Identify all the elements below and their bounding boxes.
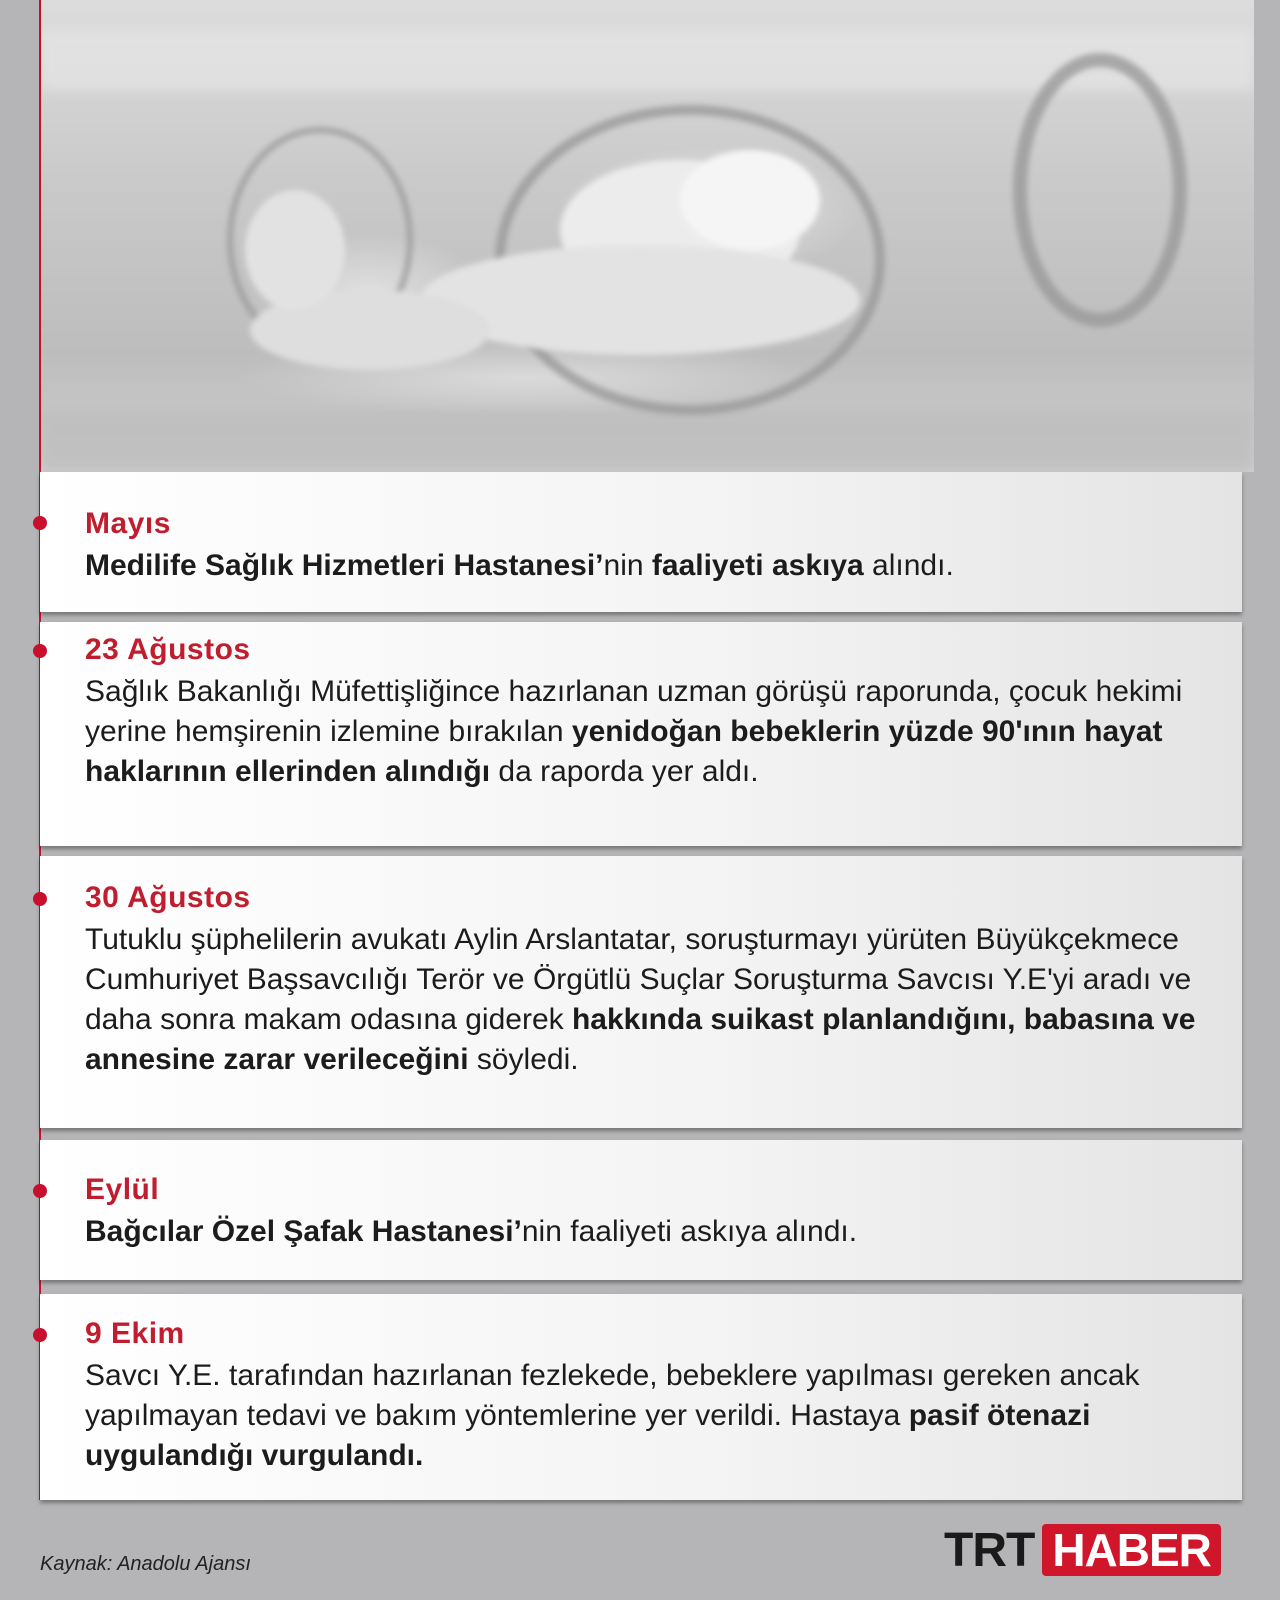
timeline-dot-icon <box>33 1184 47 1198</box>
entry-date: 9 Ekim <box>85 1317 185 1350</box>
logo-trt-text: TRT <box>944 1523 1035 1577</box>
entry-date: Eylül <box>85 1173 160 1206</box>
entry-text-regular: nin <box>603 549 652 582</box>
entry-text-regular: Savcı Y.E. tarafından hazırlanan fezlekede, bebeklere yapılması gereken ancak yapılmayan tedavi ve bakım yöntemlerine yer verildi. Hastaya <box>85 1359 1140 1432</box>
logo-haber-text: HABER <box>1042 1524 1221 1576</box>
entry-date: 30 Ağustos <box>85 881 251 914</box>
entry-text-regular: Tutuklu şüphelilerin avukatı Aylin Arslantatar, soruşturmayı yürüten Büyükçekmece Cumhuriyet Başsavcılığı Terör ve Örgütlü Suçlar Soruşturma Savcısı Y.E'yi aradı ve daha sonra makam odasına giderek <box>85 923 1192 1036</box>
entry-text-bold: faaliyeti askıya <box>651 549 864 582</box>
entry-text <box>85 546 1212 586</box>
timeline-dot-icon <box>33 1328 47 1342</box>
entry-text <box>85 920 1212 1080</box>
timeline-card <box>40 622 1242 846</box>
entry-text-regular: söyledi. <box>468 1043 579 1076</box>
entry-text-bold: Medilife Sağlık Hizmetleri Hastanesi’ <box>85 549 604 582</box>
incubator-illustration <box>40 0 1254 472</box>
timeline-dot-icon <box>33 516 47 530</box>
timeline-dot-icon <box>33 892 47 906</box>
timeline-card <box>40 472 1242 612</box>
entry-text <box>85 1212 1212 1252</box>
entry-text-regular: nin faaliyeti askıya alındı. <box>521 1215 858 1248</box>
entry-text-regular: da raporda yer aldı. <box>490 755 759 788</box>
source-value: Anadolu Ajansı <box>112 1553 251 1575</box>
timeline-card <box>40 856 1242 1128</box>
timeline-card <box>40 1140 1242 1280</box>
entry-text-bold: Bağcılar Özel Şafak Hastanesi’ <box>85 1215 522 1248</box>
source-credit <box>40 1553 251 1576</box>
entry-text <box>85 1356 1212 1476</box>
source-label: Kaynak: <box>40 1553 113 1575</box>
hero-photo <box>40 0 1254 472</box>
trt-haber-logo <box>944 1524 1221 1576</box>
entry-text-bold: pasif ötenazi uygulandığı vurgulandı. <box>85 1399 1091 1472</box>
entry-text-regular: alındı. <box>863 549 954 582</box>
entry-text-bold: hakkında suikast planlandığını, babasına ve annesine zarar verileceğini <box>85 1003 1196 1076</box>
entry-date: Mayıs <box>85 507 171 540</box>
entry-text <box>85 672 1212 792</box>
entry-text-bold: yenidoğan bebeklerin yüzde 90'ının hayat haklarının ellerinden alındığı <box>85 715 1163 788</box>
entry-text-regular: Sağlık Bakanlığı Müfettişliğince hazırlanan uzman görüşü raporunda, çocuk hekimi yerine hemşirenin izlemine bırakılan <box>85 675 1183 748</box>
timeline-card <box>40 1294 1242 1500</box>
entry-date: 23 Ağustos <box>85 633 251 666</box>
timeline-dot-icon <box>33 644 47 658</box>
